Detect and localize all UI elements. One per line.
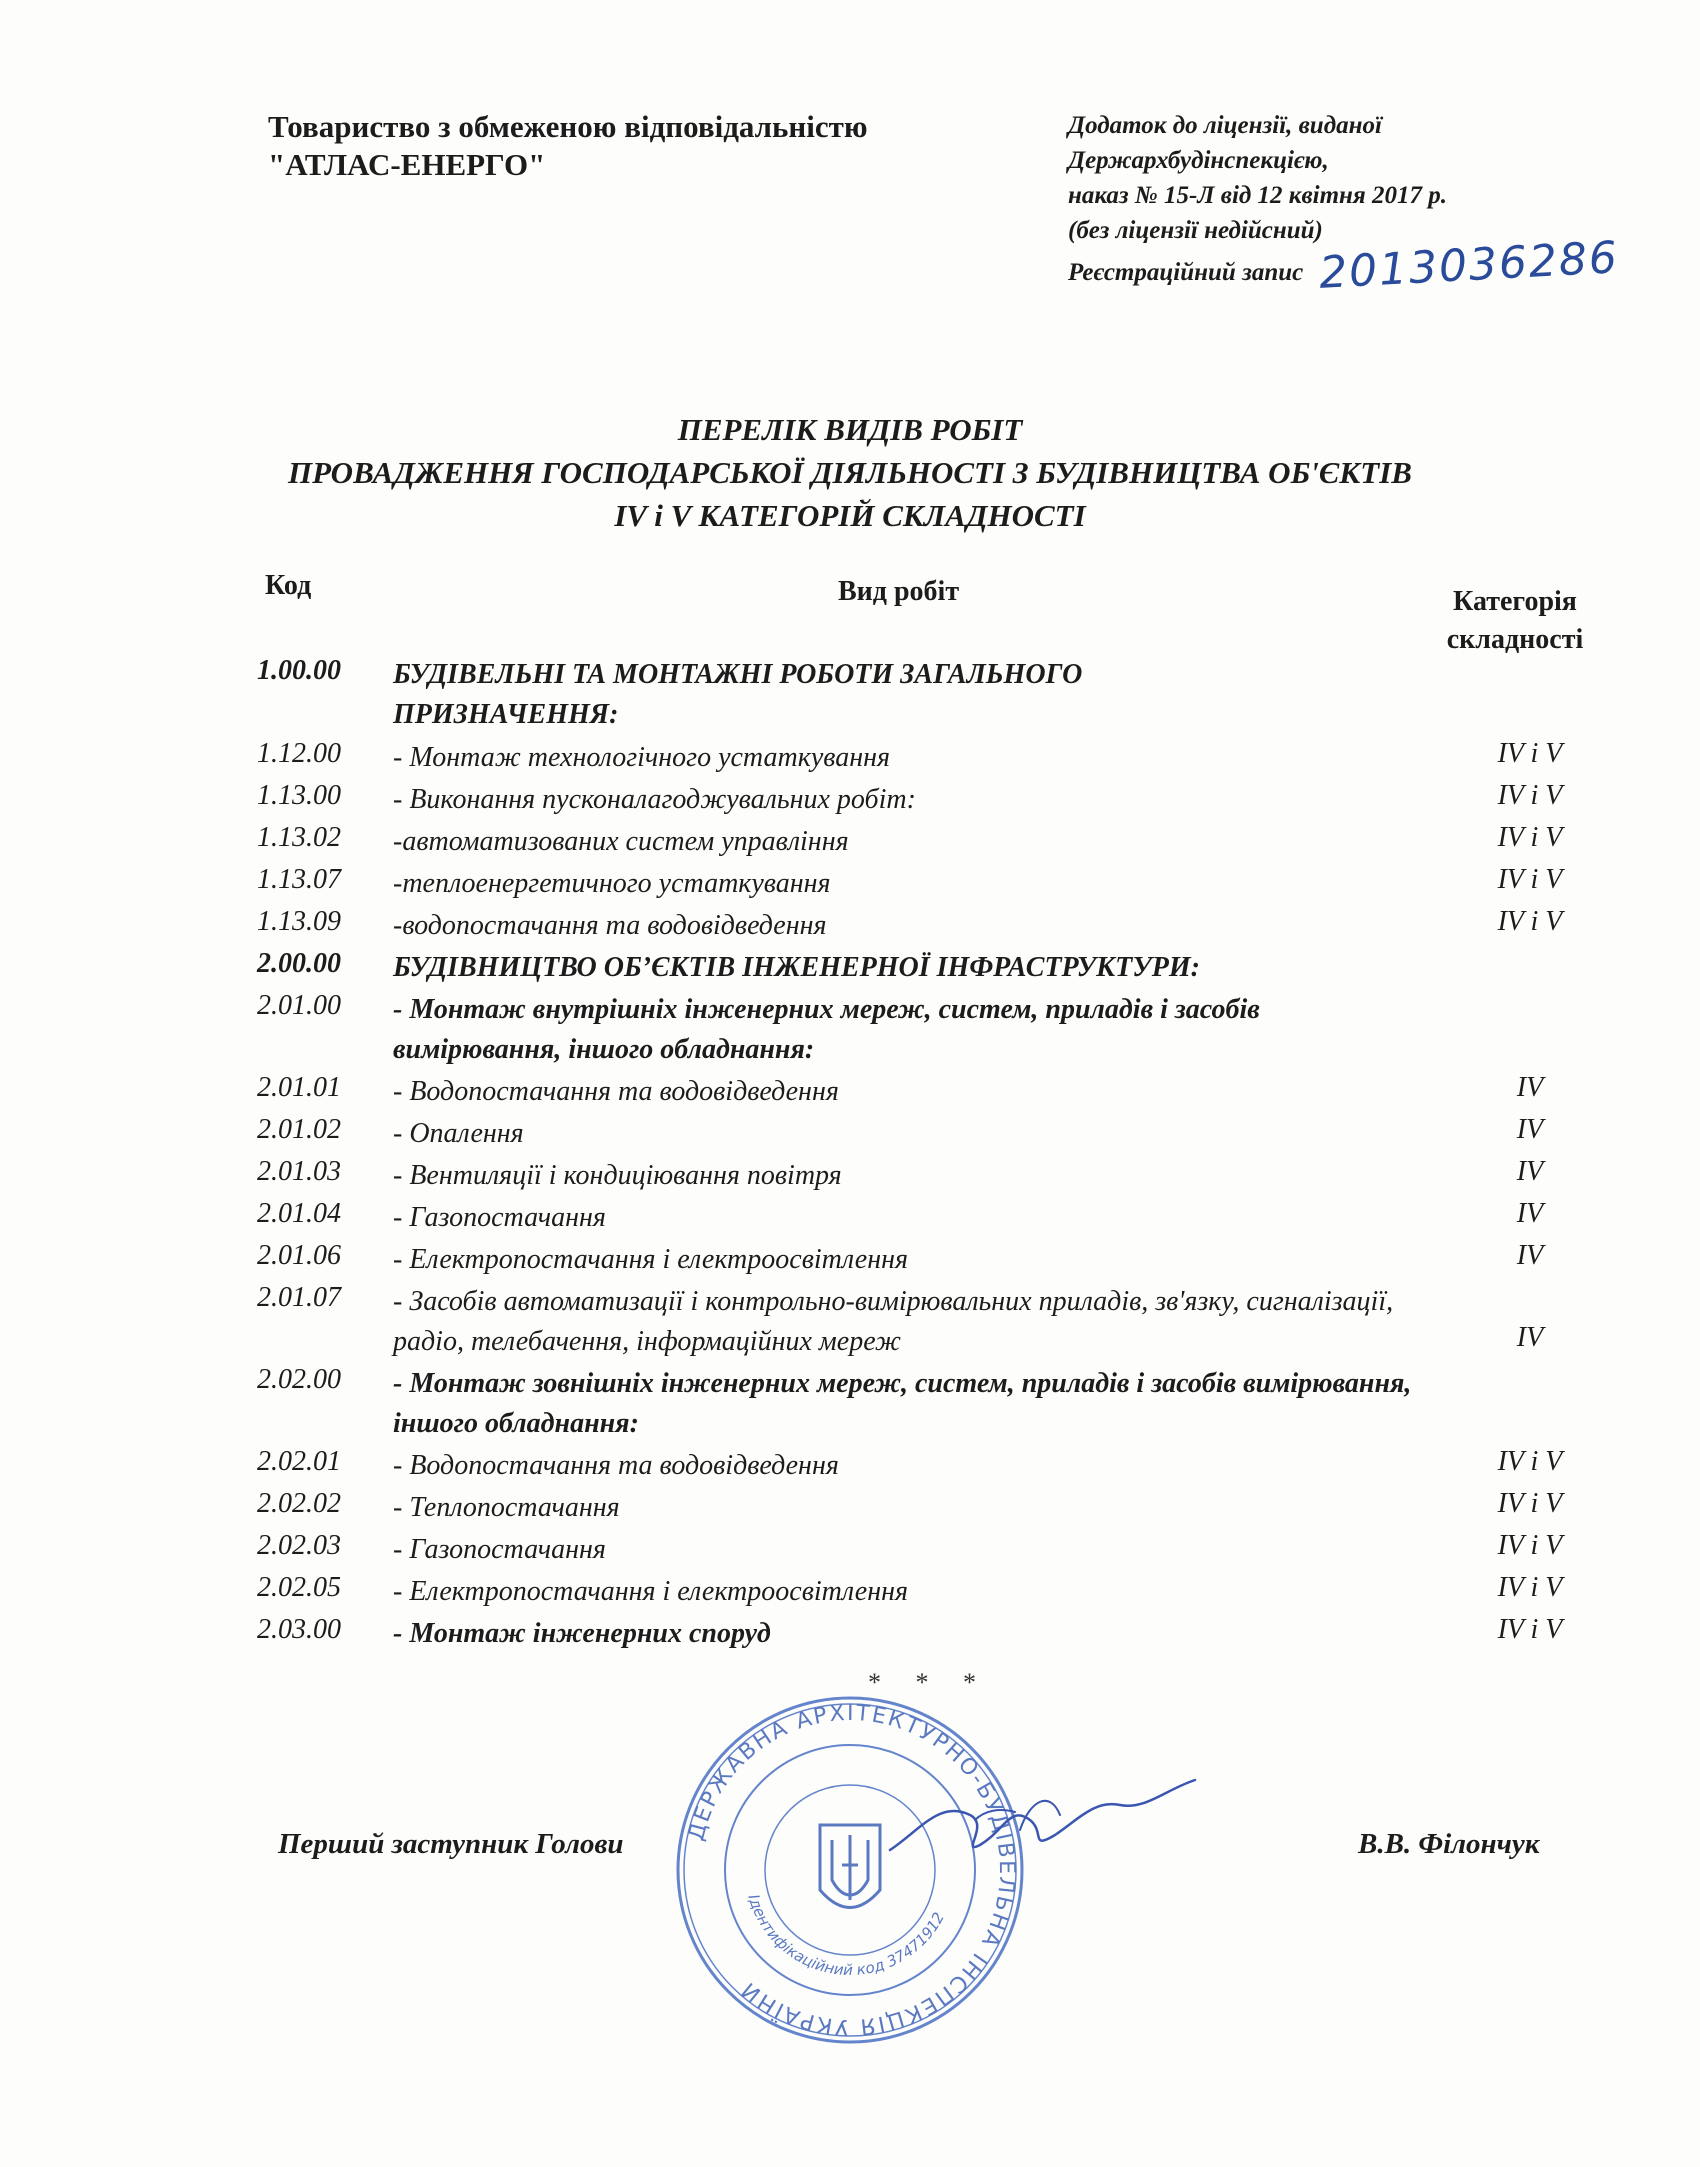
seal-inner-text: Ідентифікаційний код 37471912 — [744, 1892, 949, 1980]
row-text: - Електропостачання і електроосвітлення — [393, 1244, 908, 1275]
row-text: - Монтаж інженерних споруд — [393, 1618, 771, 1649]
row-code: 1.13.02 — [257, 822, 341, 853]
row-text: - Газопостачання — [393, 1202, 606, 1233]
row-text: БУДІВНИЦТВО ОБ’ЄКТІВ ІНЖЕНЕРНОЇ ІНФРАСТРУКТУРИ: — [393, 952, 1200, 983]
column-header-code: Код — [265, 570, 312, 601]
row-text: - Водопостачання та водовідведення — [393, 1450, 839, 1481]
row-category: IV — [1516, 1322, 1544, 1353]
addendum-line-3: наказ № 15-Л від 12 квітня 2017 р. — [1068, 182, 1448, 209]
row-text: - Монтаж зовнішніх інженерних мереж, систем, приладів і засобів вимірювання, іншого обладнання: — [393, 1368, 1412, 1439]
row-code: 2.01.02 — [257, 1114, 341, 1145]
row-category: IV і V — [1497, 864, 1563, 895]
row-text: - Електропостачання і електроосвітлення — [393, 1576, 908, 1607]
svg-text:Ідентифікаційний код 37471912 — [744, 1892, 948, 1979]
row-category: IV і V — [1497, 738, 1563, 769]
row-text: - Монтаж внутрішніх інженерних мереж, систем, приладів і засобів вимірювання, іншого обладнання: — [393, 994, 1260, 1065]
row-code: 1.12.00 — [257, 738, 341, 769]
row-code: 1.13.07 — [257, 864, 341, 895]
license-addendum-note — [1068, 108, 1621, 299]
trident-coat-of-arms-icon — [820, 1825, 880, 1908]
row-code: 2.01.06 — [257, 1240, 341, 1271]
row-code: 2.02.03 — [257, 1530, 341, 1561]
title-line-3: IV і V КАТЕГОРІЙ СКЛАДНОСТІ — [614, 498, 1086, 533]
row-code: 2.01.03 — [257, 1156, 341, 1187]
row-text: - Водопостачання та водовідведення — [393, 1076, 839, 1107]
row-text: -автоматизованих систем управління — [393, 826, 849, 857]
title-line-1: ПЕРЕЛІК ВИДІВ РОБІТ — [677, 412, 1023, 447]
row-text: - Теплопостачання — [393, 1492, 620, 1523]
row-text: - Монтаж технологічного устаткування — [393, 742, 890, 773]
row-code: 2.01.07 — [257, 1282, 341, 1313]
row-category: IV — [1516, 1156, 1544, 1187]
row-category: IV і V — [1497, 906, 1563, 937]
row-category: IV і V — [1497, 1530, 1563, 1561]
row-code: 2.02.02 — [257, 1488, 341, 1519]
row-code: 2.02.01 — [257, 1446, 341, 1477]
row-code: 2.01.01 — [257, 1072, 341, 1103]
row-category: IV і V — [1497, 780, 1563, 811]
row-code: 1.00.00 — [257, 655, 341, 686]
addendum-line-1: Додаток до ліцензії, виданої — [1068, 112, 1382, 139]
addendum-line-4: (без ліцензії недійсний) — [1068, 217, 1323, 244]
registration-label: Реєстраційний запис — [1068, 259, 1304, 286]
organization-line-2: "АТЛАС-ЕНЕРГО" — [268, 147, 546, 182]
title-line-2: ПРОВАДЖЕННЯ ГОСПОДАРСЬКОЇ ДІЯЛЬНОСТІ З БУДІВНИЦТВА ОБ'ЄКТІВ — [288, 455, 1412, 490]
row-text: -водопостачання та водовідведення — [393, 910, 827, 941]
handwritten-signature — [880, 1760, 1200, 1880]
row-category: IV — [1516, 1114, 1544, 1145]
organization-line-1: Товариство з обмеженою відповідальністю — [268, 109, 868, 144]
addendum-line-2: Держархбудінспекцією, — [1068, 147, 1329, 174]
row-text: - Засобів автоматизації і контрольно-вимірювальних приладів, зв'язку, сигналізації, радіо, телебачення, інформаційних мереж — [393, 1286, 1394, 1357]
row-category: IV — [1516, 1072, 1544, 1103]
row-category: IV і V — [1497, 1572, 1563, 1603]
document-title — [0, 408, 1700, 537]
column-header-work-type: Вид робіт — [838, 576, 960, 607]
row-code: 1.13.00 — [257, 780, 341, 811]
row-code: 2.01.04 — [257, 1198, 341, 1229]
column-header-category: Категорія складності — [1446, 586, 1584, 655]
organization-name — [268, 108, 868, 184]
row-text: - Виконання пусконалагоджувальних робіт: — [393, 784, 916, 815]
row-code: 2.02.00 — [257, 1364, 341, 1395]
row-text: -теплоенергетичного устаткування — [393, 868, 831, 899]
row-code: 2.03.00 — [257, 1614, 341, 1645]
registration-number-handwritten: 2013036286 — [1318, 232, 1621, 299]
row-category: IV — [1516, 1198, 1544, 1229]
row-text: - Опалення — [393, 1118, 524, 1149]
row-text: - Вентиляції і кондиціювання повітря — [393, 1160, 842, 1191]
row-category: IV — [1516, 1240, 1544, 1271]
registration-record — [1068, 232, 1621, 299]
row-code: 1.13.09 — [257, 906, 341, 937]
signatory-name: В.В. Філончук — [1358, 1828, 1540, 1860]
row-category: IV і V — [1497, 1614, 1563, 1645]
row-text: БУДІВЕЛЬНІ ТА МОНТАЖНІ РОБОТИ ЗАГАЛЬНОГО ПРИЗНАЧЕННЯ: — [393, 659, 1083, 730]
signatory-position: Перший заступник Голови — [278, 1828, 624, 1860]
row-category: IV і V — [1497, 1446, 1563, 1477]
row-category: IV і V — [1497, 822, 1563, 853]
seal-outer-text: ДЕРЖАВНА АРХІТЕКТУРНО-БУДІВЕЛЬНА ІНСПЕКЦІЯ УКРАЇНИ — [683, 1700, 1020, 2040]
row-code: 2.00.00 — [257, 948, 341, 979]
section-separator-stars: * * * — [868, 1668, 990, 1697]
row-category: IV і V — [1497, 1488, 1563, 1519]
row-code: 2.02.05 — [257, 1572, 341, 1603]
row-code: 2.01.00 — [257, 990, 341, 1021]
row-text: - Газопостачання — [393, 1534, 606, 1565]
